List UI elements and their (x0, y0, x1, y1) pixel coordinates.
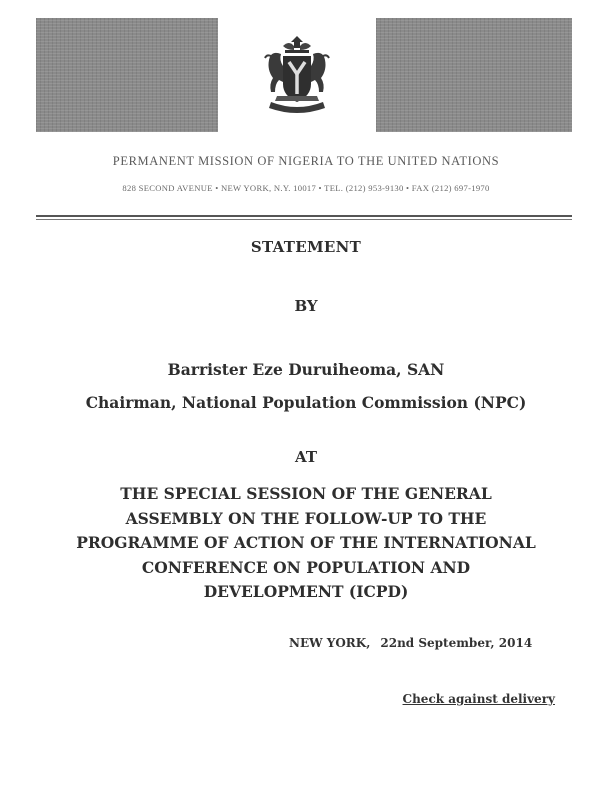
nigeria-coat-of-arms-icon (247, 26, 347, 126)
check-against-delivery: Check against delivery (402, 692, 555, 706)
session-title-line: THE SPECIAL SESSION OF THE GENERAL (120, 484, 492, 503)
city: NEW YORK, (289, 636, 371, 650)
session-title-line: DEVELOPMENT (ICPD) (203, 582, 409, 601)
statement-title: STATEMENT (250, 238, 362, 256)
date: 22nd September, 2014 (380, 636, 533, 650)
by-label: BY (294, 297, 318, 315)
session-title-line: CONFERENCE ON POPULATION AND (141, 557, 471, 577)
header-divider-secondary (36, 219, 572, 220)
mission-address: 828 SECOND AVENUE • NEW YORK, N.Y. 10017 • TEL. (212) 953-9130 • FAX (212) 697-1970 (122, 183, 490, 193)
session-title-line: PROGRAMME OF ACTION OF THE INTERNATIONAL (76, 533, 536, 552)
speaker-role: Chairman, National Population Commission (NPC) (85, 393, 527, 412)
header-divider (36, 215, 572, 217)
speaker-name: Barrister Eze Duruiheoma, SAN (167, 360, 445, 379)
session-title (50, 482, 562, 605)
session-title-line: ASSEMBLY ON THE FOLLOW-UP TO THE (125, 508, 487, 528)
location-date (289, 636, 532, 650)
mission-title: PERMANENT MISSION OF NIGERIA TO THE UNITED NATIONS (112, 154, 500, 168)
at-label: AT (295, 448, 317, 466)
